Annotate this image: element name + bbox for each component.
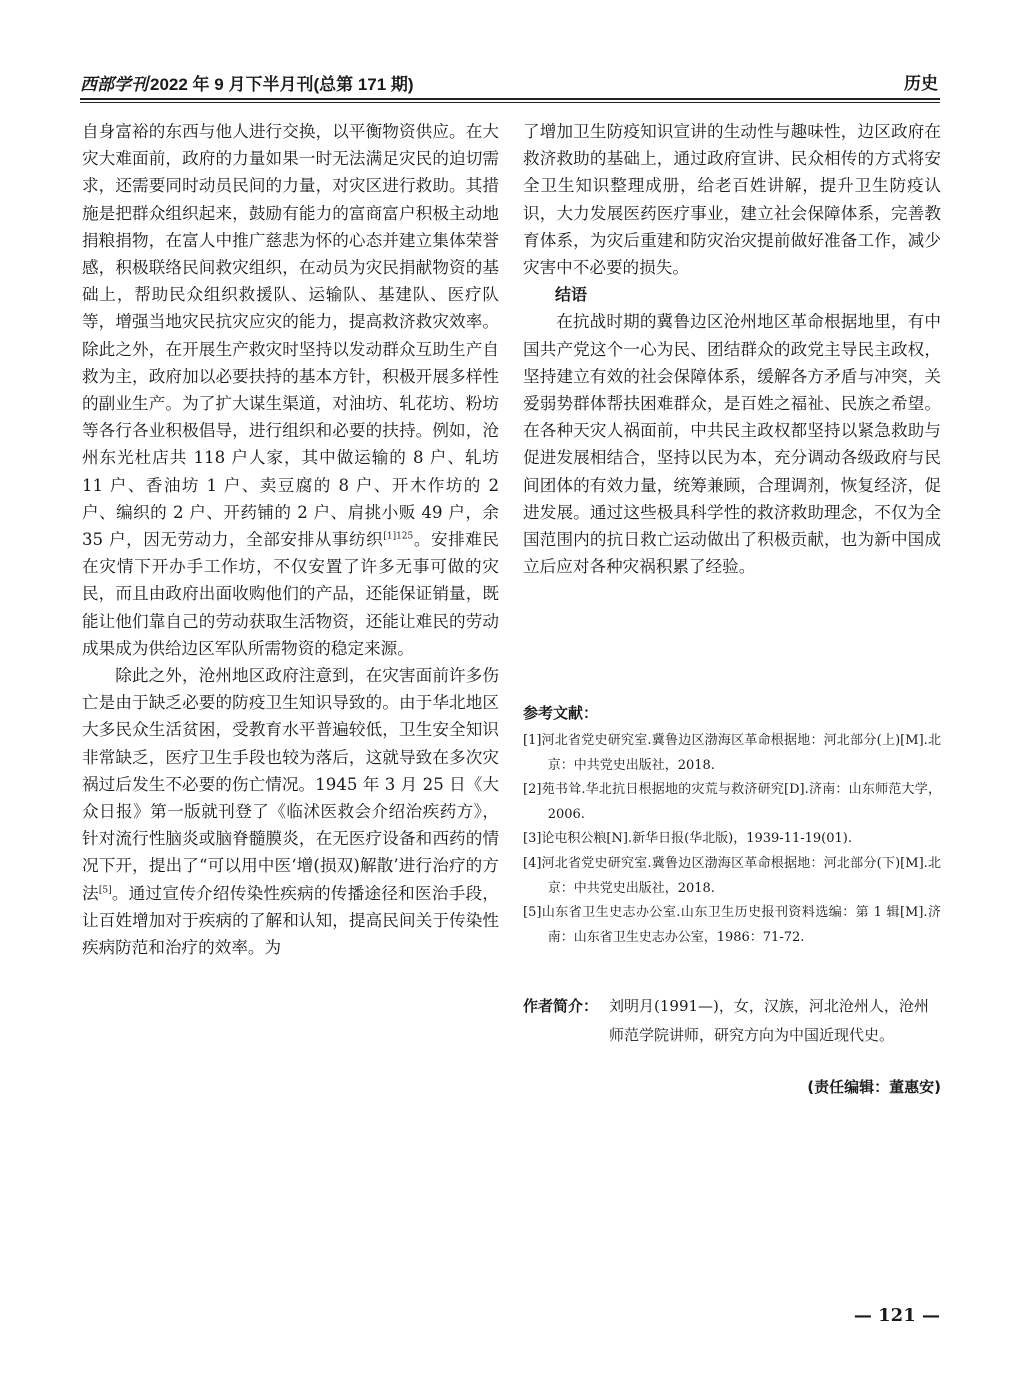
section-label: 历史 [904,74,938,94]
author-text: 刘明月(1991—)，女，汉族，河北沧州人，沧州师范学院讲师，研究方向为中国近现代史。 [609,997,929,1044]
paragraph-text: 。安排难民在灾情下开办手工作坊，不仅安置了许多无事可做的灾民，而且由政府出面收购他们的产品，还能保证销量，既能让他们靠自己的劳动获取生活物资，还能让难民的劳动成果成为供给边区军队所需物资的稳定来源。 [82,530,500,658]
journal-logo: 西部学刊 [80,75,148,95]
running-header [80,66,940,98]
paragraph-text: 自身富裕的东西与他人进行交换，以平衡物资供应。在大灾大难面前，政府的力量如果一时无法满足灾民的迫切需求，还需要同时动员民间的力量，对灾区进行救助。其措施是把群众组织起来，鼓励有能力的富商富户积极主动地捐粮捐物，在富人中推广慈悲为怀的心态并建立集体荣誉感，积极联络民间救灾组织，在动员为灾民捐献物资的基础上，帮助民众组织救援队、运输队、基建队、医疗队等，增强当地灾民抗灾应灾的能力，提高救济救灾效率。除此之外，在开展生产救灾时坚持以发动群众互助生产自救为主，政府加以必要扶持的基本方针，积极开展多样性的副业生产。为了扩大谋生渠道，对油坊、轧花坊、粉坊等各行各业积极倡导，进行组织和必要的扶持。例如，沧州东光杜店共 118 户人家，其中做运输的 8 户、轧坊 11 户、香油坊 1 户、卖豆腐的 8 户、开木作坊的 2 户、编织的 2 户、开药铺的 2 户、肩挑小贩 49 户，余 35 户，因无劳动力，全部安排从事纺织 [82,122,499,550]
paragraph [82,662,499,961]
references [523,702,941,950]
reference-item: [1]河北省党史研究室.冀鲁边区渤海区革命根据地：河北部分(上)[M].北京：中共党史出版社，2018. [523,733,941,773]
paragraph: 了增加卫生防疫知识宣讲的生动性与趣味性，边区政府在救济救助的基础上，通过政府宣讲、民众相传的方式将安全卫生知识整理成册，给老百姓讲解，提升卫生防疫认识，大力发展医药医疗事业，建立社会保障体系，完善教育体系，为灾后重建和防灾治灾提前做好准备工作，减少灾害中不必要的损失。 [523,122,941,278]
left-column [82,118,499,961]
responsible-editor: (责任编辑：董惠安) [807,1078,941,1096]
author-label: 作者简介： [523,997,599,1015]
citation: [5] [98,885,112,896]
paragraph [82,118,499,662]
journal-info [80,70,414,95]
paragraph: 在抗战时期的冀鲁边区沧州地区革命根据地里，有中国共产党这个一心为民、团结群众的政党主导民主政权，坚持建立有效的社会保障体系，缓解各方矛盾与冲突，关爱弱势群体帮扶困难群众，是百姓之福祉、民族之希望。在各种天灾人祸面前，中共民主政权都坚持以紧急救助与促进发展相结合，坚持以民为本，充分调动各级政府与民间团体的有效力量，统筹兼顾，合理调剂，恢复经济，促进发展。通过这些极具科学性的救济救助理念，不仅为全国范围内的抗日救亡运动做出了积极贡献，也为新中国成立后应对各种灾祸积累了经验。 [523,312,941,577]
header-rule [80,98,940,100]
section-heading: 结语 [555,285,588,305]
paragraph-text: 除此之外，沧州地区政府注意到，在灾害面前许多伤亡是由于缺乏必要的防疫卫生知识导致的。由于华北地区大多民众生活贫困，受教育水平普遍较低，卫生安全知识非常缺乏，医疗卫生手段也较为落后，这就导致在多次灾祸过后发生不必要的伤亡情况。1945 年 3 月 25 日《大众日报》第一版就刊登了《临沭医救会介绍治疾药方》，针对流行性脑炎或脑脊髓膜炎，在无医疗设备和西药的情况下开，提出了“可以用中医‘增(损双)解散’进行治疗的方法 [82,666,499,903]
header-rule-thin [80,102,940,103]
reference-item: [4]河北省党史研究室.冀鲁边区渤海区革命根据地：河北部分(下)[M].北京：中共党史出版社，2018. [523,855,941,896]
issue-label: 2022 年 9 月下半月刊(总第 171 期) [150,75,414,94]
citation: [1]125 [383,531,414,542]
paragraph-text: 。通过宣传介绍传染性疾病的传播途径和医治手段，让百姓增加对于疾病的了解和认知，提高民间关于传染性疾病防范和治疗的效率。为 [82,883,499,958]
reference-item: [3]论屯积公粮[N].新华日报(华北版)，1939-11-19(01). [523,831,852,847]
right-column [523,118,941,580]
page-number: — 121 — [853,1305,940,1326]
reference-item: [2]苑书耸.华北抗日根据地的灾荒与救济研究[D].济南：山东师范大学，2006. [523,782,941,822]
reference-item: [5]山东省卫生史志办公室.山东卫生历史报刊资料选编：第 1 辑[M].济南：山东省卫生史志办公室，1986：71-72. [523,905,941,945]
references-title: 参考文献： [523,704,599,722]
